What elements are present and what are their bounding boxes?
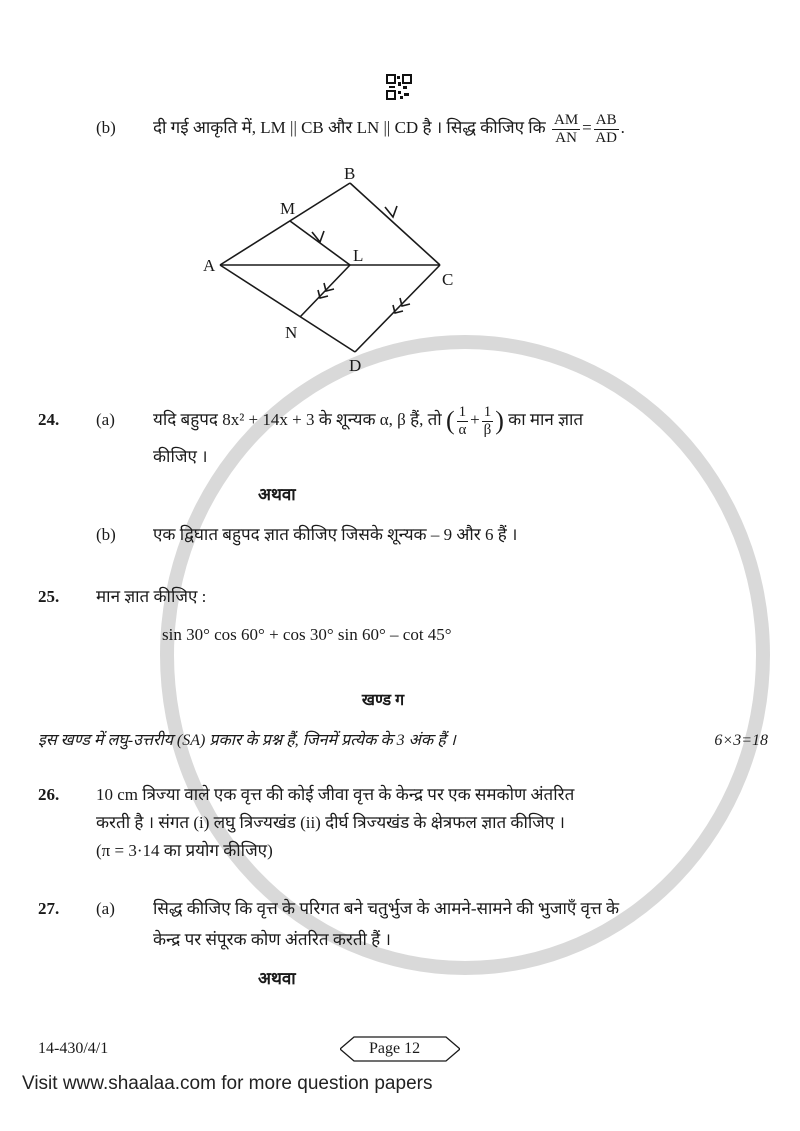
arrow-icon — [400, 298, 410, 306]
geometry-figure — [0, 160, 800, 380]
promo-banner — [0, 1068, 800, 1131]
q27-or: अथवा — [258, 968, 296, 988]
denominator: α — [458, 421, 467, 438]
numerator: 1 — [458, 403, 467, 420]
q24-number: 24. — [38, 410, 60, 429]
page-number: Page 12 — [369, 1040, 421, 1057]
fraction-am-an — [552, 112, 580, 147]
questions — [38, 402, 768, 993]
q24b-row — [38, 521, 768, 549]
label-n: N — [285, 323, 298, 342]
q27-number: 27. — [38, 898, 60, 918]
arrow-icon — [385, 206, 397, 217]
q23b-label: (b) — [96, 118, 116, 137]
paper-code: 14-430/4/1 — [38, 1040, 109, 1057]
section-title: खण्ड ग — [361, 691, 405, 709]
q24b-label: (b) — [96, 524, 116, 544]
promo-text[interactable]: Visit www.shaalaa.com for more question papers — [22, 1073, 433, 1094]
q27a-label: (a) — [96, 898, 115, 918]
q27a-line1: सिद्ध कीजिए कि वृत्त के परिगत बने चतुर्भुज के आमने-सामने की भुजाएँ वृत्त के — [153, 898, 620, 918]
q24a-label: (a) — [96, 410, 115, 429]
section-instruction-row — [38, 727, 768, 755]
q25-expression: sin 30° cos 60° + cos 30° sin 60° – cot 45° — [162, 624, 452, 644]
numerator: 1 — [483, 403, 492, 420]
q27a-line2: केन्द्र पर संपूरक कोण अंतरित करती हैं । — [153, 929, 391, 949]
q23b-row — [38, 111, 768, 147]
q24a-text-end: का मान ज्ञात — [508, 410, 584, 429]
fraction-1-alpha — [457, 404, 469, 439]
q26-text — [96, 781, 768, 865]
section-marks: 6×3=18 — [714, 731, 768, 749]
arrow-icon — [312, 231, 324, 242]
label-m: M — [280, 199, 296, 218]
q26-line3: (π = 3·14 का प्रयोग कीजिए) — [96, 840, 273, 860]
period: . — [620, 118, 625, 137]
section-instruction: इस खण्ड में लघु-उत्तरीय (SA) प्रकार के प्रश्न हैं, जिनमें प्रत्येक के 3 अंक हैं । — [38, 731, 456, 749]
numerator: AM — [553, 111, 579, 128]
q25-row — [38, 583, 768, 611]
q24b-text: एक द्विघात बहुपद ज्ञात कीजिए जिसके शून्यक – 9 और 6 हैं । — [153, 524, 518, 544]
line-bc — [350, 183, 440, 265]
q24a-text-line2: कीजिए । — [153, 446, 208, 466]
q27a-text — [153, 893, 768, 955]
q26-line2: करती है । संगत (i) लघु त्रिज्यखंड (ii) दीर्घ त्रिज्यखंड के क्षेत्रफल ज्ञात कीजिए । — [96, 812, 566, 832]
line-dc — [355, 265, 440, 352]
label-c: C — [442, 270, 454, 289]
q24-or: अथवा — [258, 484, 296, 504]
q23b-text: दी गई आकृति में, LM || CB और LN || CD है । सिद्ध कीजिए कि — [153, 118, 546, 137]
q23b-statement — [153, 111, 768, 147]
line-ln — [300, 265, 350, 317]
label-b: B — [344, 164, 356, 183]
denominator: AN — [555, 129, 577, 146]
q26-number: 26. — [38, 784, 60, 804]
fraction-1-beta — [482, 404, 494, 439]
q24a-row — [38, 402, 768, 475]
denominator: AD — [595, 129, 617, 146]
q24a-text: यदि बहुपद 8x² + 14x + 3 के शून्यक α, β हैं, तो ( $\frac{1}{\alpha}$ + $\frac{1}{\beta}$ ) का मान ज्ञात कीजिए । — [153, 403, 584, 466]
fraction-ab-ad — [594, 112, 619, 147]
q25-number: 25. — [38, 586, 60, 606]
q24a-text-start: यदि बहुपद 8x² + 14x + 3 के शून्यक α, β हैं, तो — [153, 410, 442, 429]
qr-code-icon — [386, 74, 412, 100]
denominator: β — [483, 421, 492, 438]
q27-row — [38, 893, 768, 955]
label-l: L — [353, 246, 364, 265]
q26-row — [38, 781, 768, 865]
label-a: A — [203, 256, 216, 275]
numerator: AB — [595, 111, 617, 128]
label-d: D — [349, 356, 362, 375]
q26-line1: 10 cm त्रिज्या वाले एक वृत्त की कोई जीवा वृत्त के केन्द्र पर एक समकोण अंतरित — [96, 784, 575, 804]
equals: = — [582, 118, 592, 137]
q25-text: मान ज्ञात कीजिए : — [96, 586, 207, 606]
